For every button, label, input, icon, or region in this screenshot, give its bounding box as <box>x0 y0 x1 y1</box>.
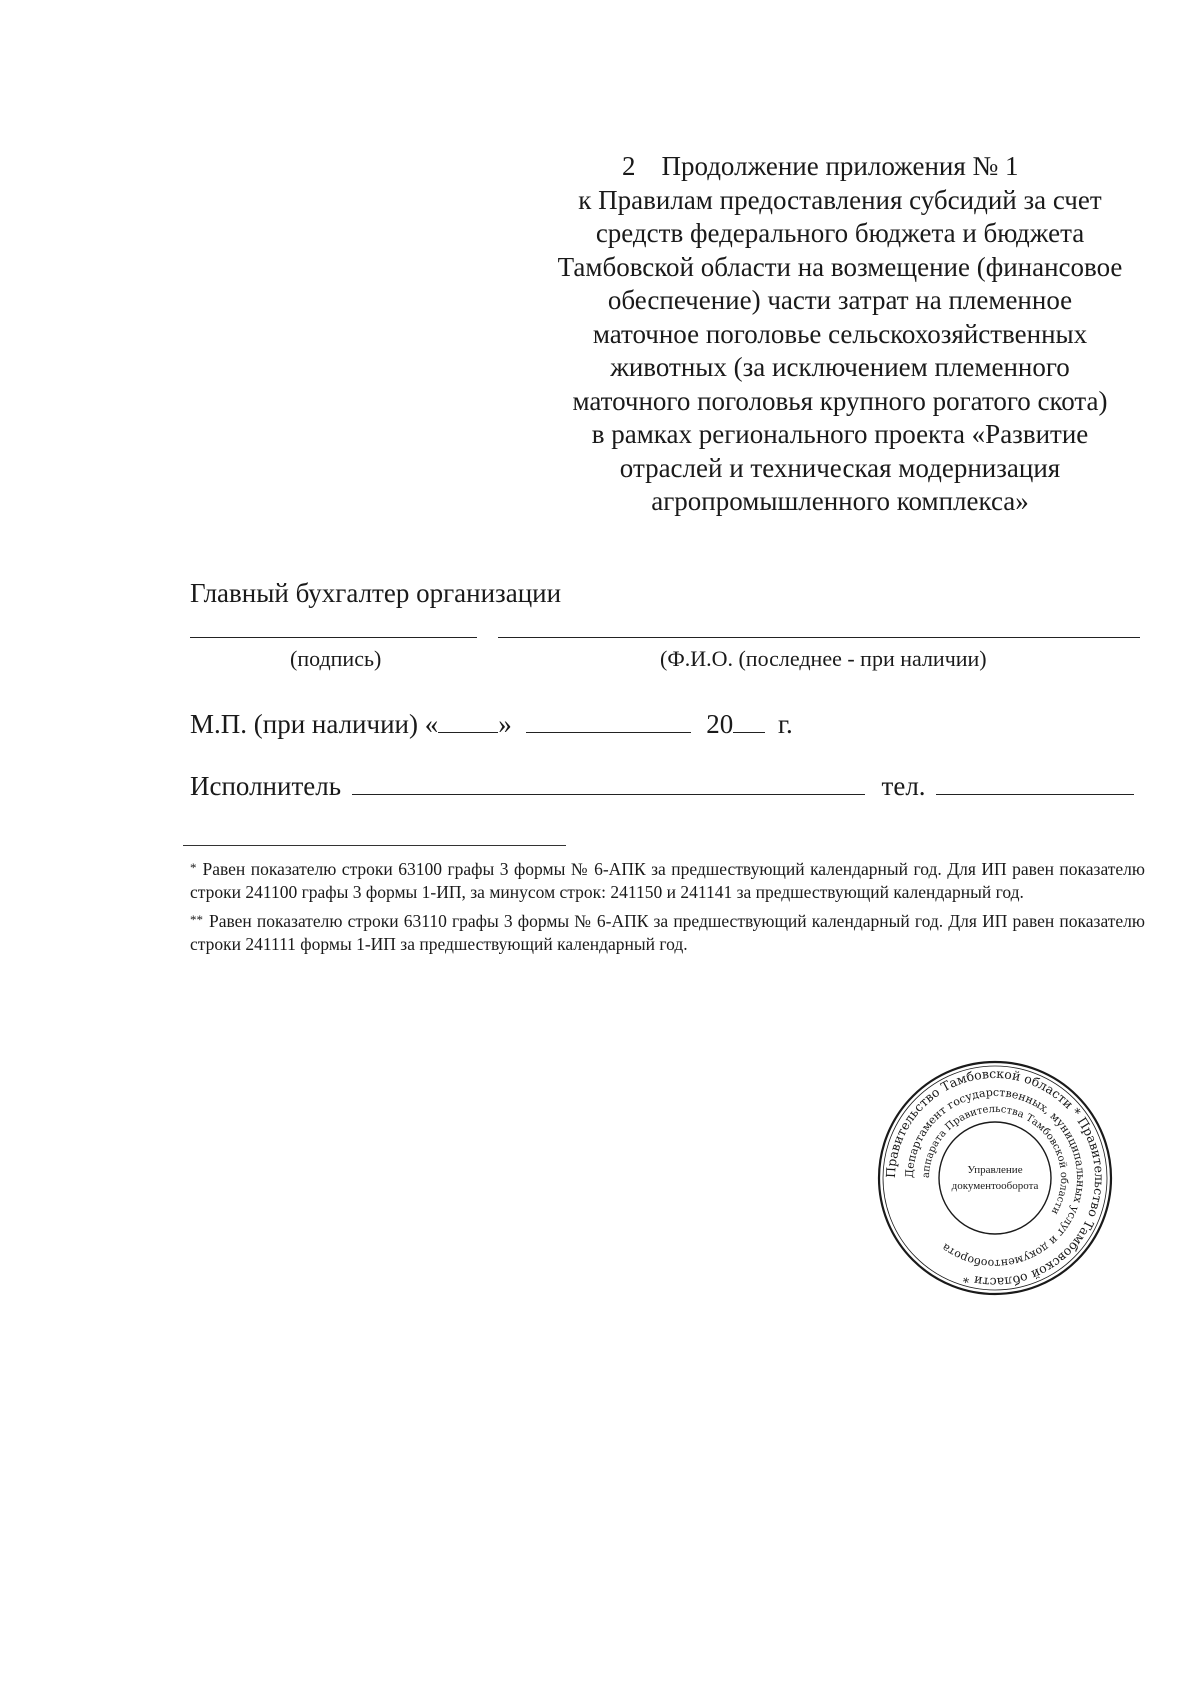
footnote-mark: * <box>190 860 197 875</box>
header-line-9: в рамках регионального проекта «Развитие <box>591 419 1089 449</box>
signature-caption: (подпись) <box>290 646 382 671</box>
seal-date-row <box>190 706 793 740</box>
official-stamp <box>875 1058 1115 1298</box>
seal-label: М.П. (при наличии) « <box>190 709 439 739</box>
quote-close: » <box>498 709 512 739</box>
header-line-1: 2 Продолжение приложения № 1 <box>530 150 1150 184</box>
fio-caption: (Ф.И.О. (последнее - при наличии) <box>660 646 987 671</box>
year-field[interactable] <box>733 706 765 733</box>
footnote-text: Равен показателю строки 63110 графы 3 формы № 6-АПК за предшествующий календарный год. Для ИП равен показателю строки 241111 формы 1-ИП за предшествующий календарный год. <box>190 911 1145 954</box>
fio-field[interactable] <box>498 637 1140 638</box>
header-line-11: агропромышленного комплекса» <box>651 486 1029 516</box>
page-number: 2 <box>622 151 636 181</box>
signature-field[interactable] <box>190 637 477 638</box>
header-line-8: маточного поголовья крупного рогатого скота) <box>572 385 1108 416</box>
header-line-6: маточное поголовье сельскохозяйственных <box>592 318 1088 349</box>
executor-label: Исполнитель <box>190 771 342 801</box>
footnote-1 <box>190 856 1145 904</box>
year-prefix: 20 <box>706 709 734 739</box>
stamp-inner-ring <box>939 1122 1051 1234</box>
executor-field[interactable] <box>352 768 865 795</box>
phone-label: тел. <box>881 771 926 801</box>
header-line-3: средств федерального бюджета и бюджета <box>595 218 1085 248</box>
stamp-center-line-1: Управление <box>967 1164 1023 1176</box>
stamp-inner-text: аппарата Правительства Тамбовской области <box>920 1103 1070 1217</box>
signature-block <box>190 620 1140 670</box>
appendix-header <box>530 150 1150 519</box>
day-field[interactable] <box>438 706 498 733</box>
stamp-middle-text: Департамент государственных, муниципальных услуг и документооборота <box>902 1085 1088 1271</box>
month-field[interactable] <box>526 706 691 733</box>
year-suffix: г. <box>777 709 793 739</box>
footnote-mark: ** <box>190 912 203 927</box>
stamp-center-line-2: документооборота <box>951 1180 1039 1192</box>
executor-row <box>190 768 1134 802</box>
stamp-seal <box>875 1058 1115 1298</box>
footnotes <box>190 856 1145 960</box>
header-line-10: отраслей и техническая модернизация <box>619 452 1061 483</box>
footnote-text: Равен показателю строки 63100 графы 3 формы № 6-АПК за предшествующий календарный год. Для ИП равен показателю строки 241100 графы 3 формы 1-ИП, за минусом строк: 241150 и 241141 за предшествующий календарный год. <box>190 859 1145 902</box>
header-line-4: Тамбовской области на возмещение (финансовое <box>557 251 1123 282</box>
chief-accountant-label: Главный бухгалтер организации <box>190 578 562 608</box>
stamp-outer-text: Правительство Тамбовской области * Правительство Тамбовской области * <box>882 1065 1108 1291</box>
phone-field[interactable] <box>936 768 1134 795</box>
footnote-2 <box>190 908 1145 956</box>
header-line-7: животных (за исключением племенного <box>610 352 1070 382</box>
header-line-5: обеспечение) части затрат на племенное <box>607 285 1073 315</box>
footnote-separator <box>183 845 566 846</box>
header-line-2: к Правилам предоставления субсидий за счет <box>578 184 1102 215</box>
